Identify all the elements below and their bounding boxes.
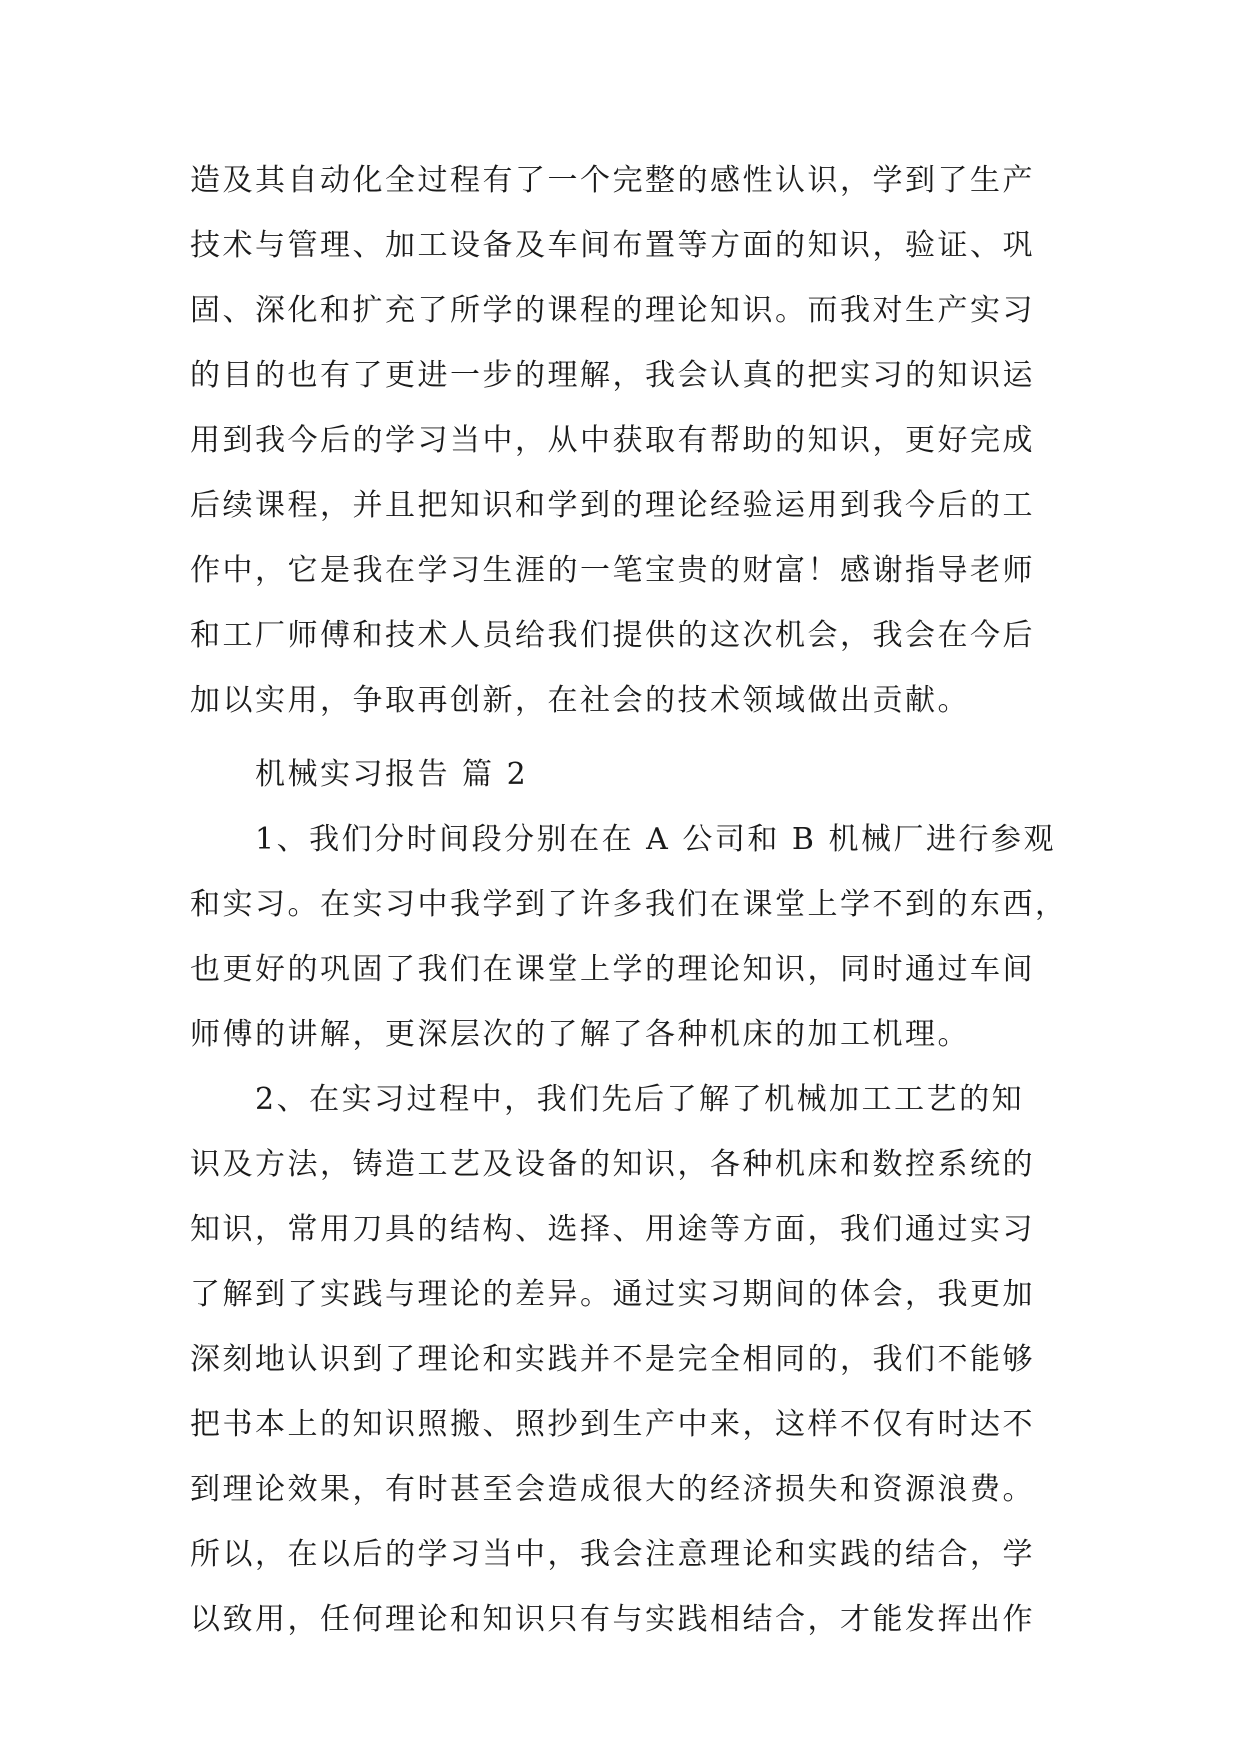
paragraph-line: 以致用，任何理论和知识只有与实践相结合，才能发挥出作 xyxy=(190,1602,1035,1637)
paragraph-line: 也更好的巩固了我们在课堂上学的理论知识，同时通过车间 xyxy=(190,952,1035,987)
paragraph-1 xyxy=(190,148,1070,733)
paragraph-line: 1、我们分时间段分别在在 A 公司和 B 机械厂进行参观 xyxy=(255,822,1056,857)
paragraph-line: 加以实用，争取再创新，在社会的技术领域做出贡献。 xyxy=(190,683,970,718)
paragraph-3 xyxy=(190,1067,1070,1652)
paragraph-line: 和工厂师傅和技术人员给我们提供的这次机会，我会在今后 xyxy=(190,618,1035,653)
paragraph-2 xyxy=(190,807,1070,1067)
paragraph-line: 后续课程，并且把知识和学到的理论经验运用到我今后的工 xyxy=(190,488,1035,523)
paragraph-line: 用到我今后的学习当中，从中获取有帮助的知识，更好完成 xyxy=(190,423,1035,458)
paragraph-line: 深刻地认识到了理论和实践并不是完全相同的，我们不能够 xyxy=(190,1342,1035,1377)
paragraph-line: 固、深化和扩充了所学的课程的理论知识。而我对生产实习 xyxy=(190,293,1035,328)
paragraph-line: 的目的也有了更进一步的理解，我会认真的把实习的知识运 xyxy=(190,358,1035,393)
paragraph-line: 技术与管理、加工设备及车间布置等方面的知识，验证、巩 xyxy=(190,228,1035,263)
paragraph-line: 把书本上的知识照搬、照抄到生产中来，这样不仅有时达不 xyxy=(190,1407,1035,1442)
paragraph-line: 所以，在以后的学习当中，我会注意理论和实践的结合，学 xyxy=(190,1537,1035,1572)
paragraph-line: 识及方法，铸造工艺及设备的知识，各种机床和数控系统的 xyxy=(190,1147,1035,1182)
paragraph-line: 作中，它是我在学习生涯的一笔宝贵的财富！感谢指导老师 xyxy=(190,553,1035,588)
paragraph-line: 了解到了实践与理论的差异。通过实习期间的体会，我更加 xyxy=(190,1277,1035,1312)
paragraph-line: 造及其自动化全过程有了一个完整的感性认识，学到了生产 xyxy=(190,163,1035,198)
paragraph-line: 师傅的讲解，更深层次的了解了各种机床的加工机理。 xyxy=(190,1017,970,1052)
paragraph-line: 到理论效果，有时甚至会造成很大的经济损失和资源浪费。 xyxy=(190,1472,1035,1507)
paragraph-line: 知识，常用刀具的结构、选择、用途等方面，我们通过实习 xyxy=(190,1212,1035,1247)
section-heading: 机械实习报告 篇 2 xyxy=(255,757,529,792)
paragraph-line: 2、在实习过程中，我们先后了解了机械加工工艺的知 xyxy=(255,1082,1025,1117)
paragraph-line: 和实习。在实习中我学到了许多我们在课堂上学不到的东西， xyxy=(190,887,1068,922)
